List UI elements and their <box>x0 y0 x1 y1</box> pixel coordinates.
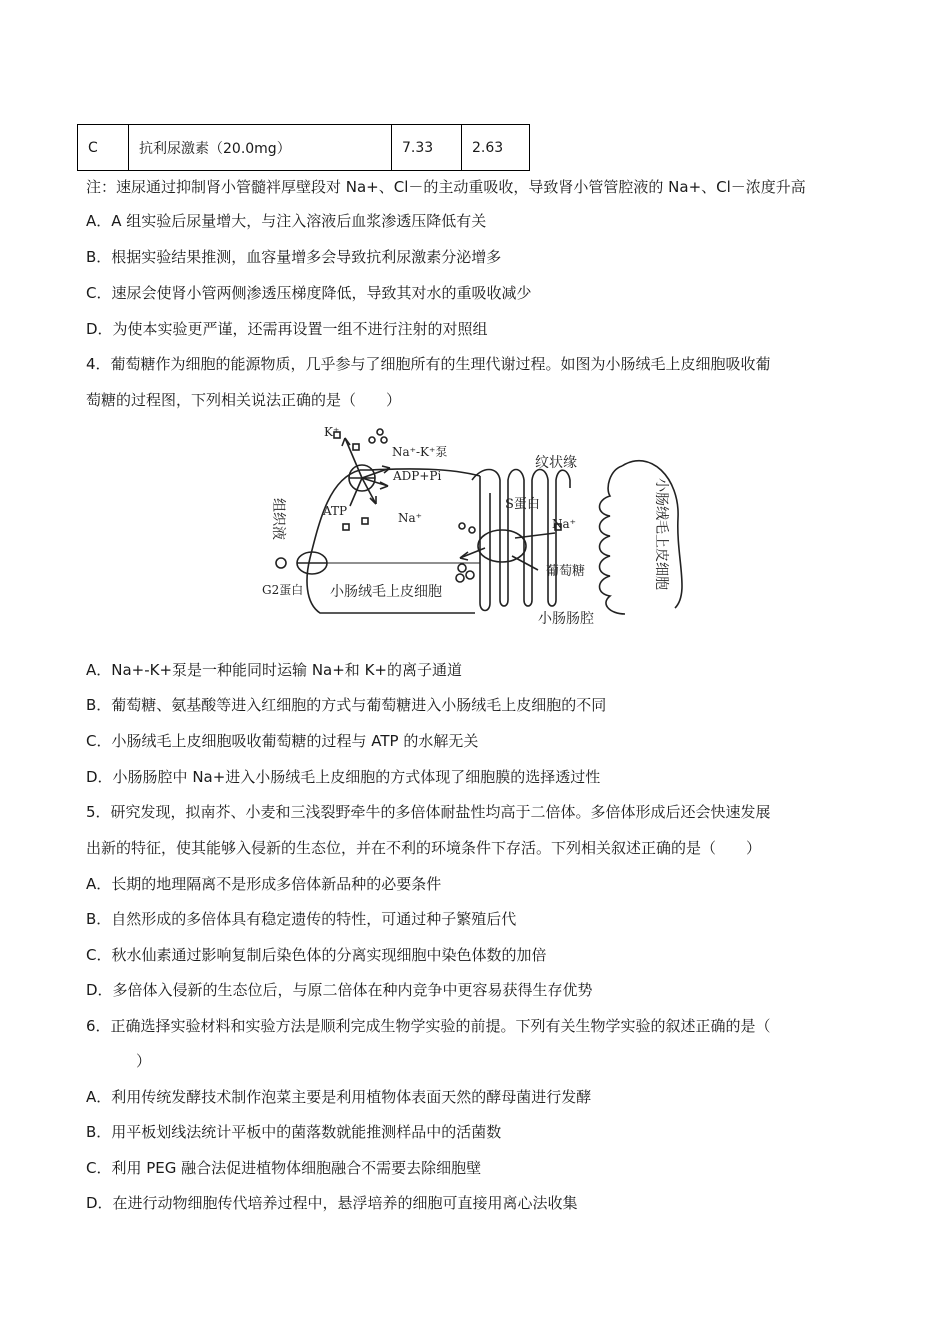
label-brush-border: 纹状缘 <box>535 455 577 471</box>
q3-option-a: A．A 组实验后尿量增大，与注入溶液后血浆渗透压降低有关 <box>86 212 487 230</box>
table-cell-treatment: 抗利尿激素（20.0mg） <box>129 125 392 171</box>
label-pump: Na⁺-K⁺泵 <box>392 445 448 459</box>
table-row <box>78 125 530 171</box>
label-atp: ATP <box>323 504 348 518</box>
table-cell-value-1: 7.33 <box>392 125 462 171</box>
q3-option-b: B．根据实验结果推测，血容量增多会导致抗利尿激素分泌增多 <box>86 248 502 266</box>
q4-option-c: C．小肠绒毛上皮细胞吸收葡萄糖的过程与 ATP 的水解无关 <box>86 732 479 750</box>
label-adp: ADP+Pi <box>393 469 442 483</box>
label-s-protein: S蛋白 <box>505 497 540 512</box>
q3-option-d: D．为使本实验更严谨，还需再设置一组不进行注射的对照组 <box>86 320 488 338</box>
q5-option-d: D．多倍体入侵新的生态位后，与原二倍体在种内竞争中更容易获得生存优势 <box>86 981 593 999</box>
label-g2: G2蛋白 <box>262 583 304 597</box>
q3-option-c: C．速尿会使肾小管两侧渗透压梯度降低，导致其对水的重吸收减少 <box>86 284 532 302</box>
q5-option-a: A．长期的地理隔离不是形成多倍体新品种的必要条件 <box>86 875 442 893</box>
label-k: K⁺ <box>324 425 340 439</box>
label-glucose: 葡萄糖 <box>546 564 586 579</box>
q6-option-c: C．利用 PEG 融合法促进植物体细胞融合不需要去除细胞壁 <box>86 1159 482 1177</box>
table-cell-value-2: 2.63 <box>462 125 530 171</box>
q6-stem-line2: ） <box>136 1052 152 1070</box>
label-cell-vertical: 小肠绒毛上皮细胞 <box>653 478 669 590</box>
label-na2: Na⁺ <box>552 517 576 531</box>
label-cell: 小肠绒毛上皮细胞 <box>330 584 442 600</box>
data-table-fragment <box>77 124 530 171</box>
q4-stem-line2: 萄糖的过程图，下列相关说法正确的是（ ） <box>86 391 402 409</box>
glucose-absorption-diagram <box>250 418 710 632</box>
note-text: 注：速尿通过抑制肾小管髓袢厚壁段对 Na+、Cl－的主动重吸收，导致肾小管管腔液的 Na+、Cl－浓度升高 <box>86 178 806 196</box>
q4-stem-line1: 4．葡萄糖作为细胞的能源物质，几乎参与了细胞所有的生理代谢过程。如图为小肠绒毛上皮细胞吸收葡 <box>86 355 771 373</box>
q4-option-b: B．葡萄糖、氨基酸等进入红细胞的方式与葡萄糖进入小肠绒毛上皮细胞的不同 <box>86 696 607 714</box>
q5-stem-line1: 5．研究发现，拟南芥、小麦和三浅裂野牵牛的多倍体耐盐性均高于二倍体。多倍体形成后还会快速发展 <box>86 803 771 821</box>
q4-option-d: D．小肠肠腔中 Na+进入小肠绒毛上皮细胞的方式体现了细胞膜的选择透过性 <box>86 768 601 786</box>
q5-option-c: C．秋水仙素通过影响复制后染色体的分离实现细胞中染色体数的加倍 <box>86 946 547 964</box>
label-na1: Na⁺ <box>398 511 422 525</box>
q6-option-a: A．利用传统发酵技术制作泡菜主要是利用植物体表面天然的酵母菌进行发酵 <box>86 1088 592 1106</box>
q6-stem-line1: 6．正确选择实验材料和实验方法是顺利完成生物学实验的前提。下列有关生物学实验的叙述正确的是（ <box>86 1017 771 1035</box>
q5-option-b: B．自然形成的多倍体具有稳定遗传的特性，可通过种子繁殖后代 <box>86 910 517 928</box>
q5-stem-line2: 出新的特征，使其能够入侵新的生态位，并在不利的环境条件下存活。下列相关叙述正确的是（ ） <box>86 839 762 857</box>
label-tissue-fluid: 组织液 <box>270 498 286 540</box>
table-cell-group: C <box>78 125 129 171</box>
label-lumen: 小肠肠腔 <box>538 611 594 627</box>
q4-option-a: A．Na+-K+泵是一种能同时运输 Na+和 K+的离子通道 <box>86 661 462 679</box>
q6-option-b: B．用平板划线法统计平板中的菌落数就能推测样品中的活菌数 <box>86 1123 502 1141</box>
q6-option-d: D．在进行动物细胞传代培养过程中，悬浮培养的细胞可直接用离心法收集 <box>86 1194 578 1212</box>
